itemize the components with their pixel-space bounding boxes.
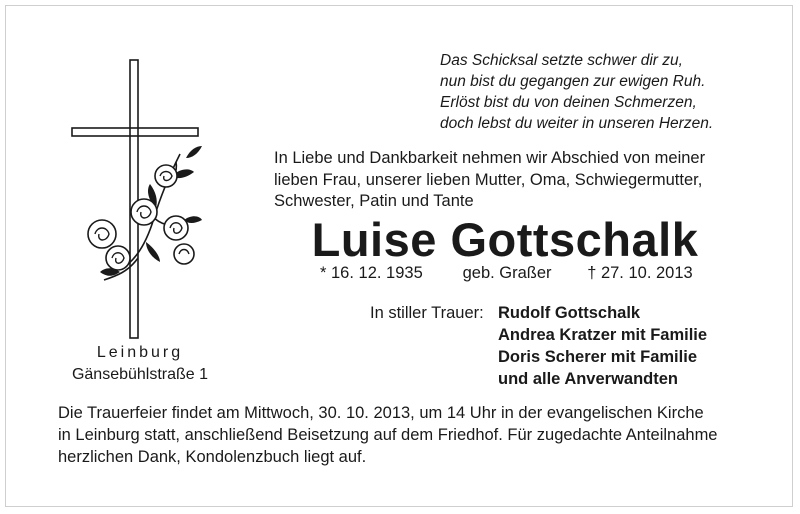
mourner-name: Doris Scherer mit Familie <box>498 348 697 366</box>
mourner-name: Andrea Kratzer mit Familie <box>498 326 708 344</box>
mourner-name: Rudolf Gottschalk <box>498 304 641 322</box>
notice-line: herzlichen Dank, Kondolenzbuch liegt auf. <box>58 448 367 466</box>
life-dates <box>320 262 780 284</box>
cross-with-roses-icon <box>68 58 208 340</box>
notice-line: Die Trauerfeier findet am Mittwoch, 30. 10. 2013, um 14 Uhr in der evangelischen Kirche <box>58 404 704 422</box>
death-date: † 27. 10. 2013 <box>587 264 693 282</box>
mourner-name: und alle Anverwandten <box>498 370 679 388</box>
poem-line: Das Schicksal setzte schwer dir zu, <box>440 52 683 69</box>
address-block <box>55 342 225 386</box>
maiden-name: geb. Graßer <box>462 264 552 282</box>
mourners-list <box>498 302 707 390</box>
address-street: Gänsebühlstraße 1 <box>71 366 209 383</box>
farewell-line: Schwester, Patin und Tante <box>274 192 474 210</box>
address-town: Leinburg <box>96 344 184 361</box>
funeral-notice <box>58 402 778 468</box>
poem-line: Erlöst bist du von deinen Schmerzen, <box>440 94 697 111</box>
poem-line: doch lebst du weiter in unseren Herzen. <box>440 115 714 132</box>
birth-date: * 16. 12. 1935 <box>320 264 423 282</box>
mourners-label: In stiller Trauer: <box>370 304 484 322</box>
memorial-poem <box>440 50 760 134</box>
notice-line: in Leinburg statt, anschließend Beisetzung auf dem Friedhof. Für zugedachte Anteilnahme <box>58 426 718 444</box>
farewell-text <box>274 148 784 213</box>
farewell-line: lieben Frau, unserer lieben Mutter, Oma, Schwiegermutter, <box>274 170 703 189</box>
poem-line: nun bist du gegangen zur ewigen Ruh. <box>440 73 706 90</box>
deceased-name: Luise Gottschalk <box>311 213 699 266</box>
farewell-line: In Liebe und Dankbarkeit nehmen wir Abschied von meiner <box>274 149 706 167</box>
